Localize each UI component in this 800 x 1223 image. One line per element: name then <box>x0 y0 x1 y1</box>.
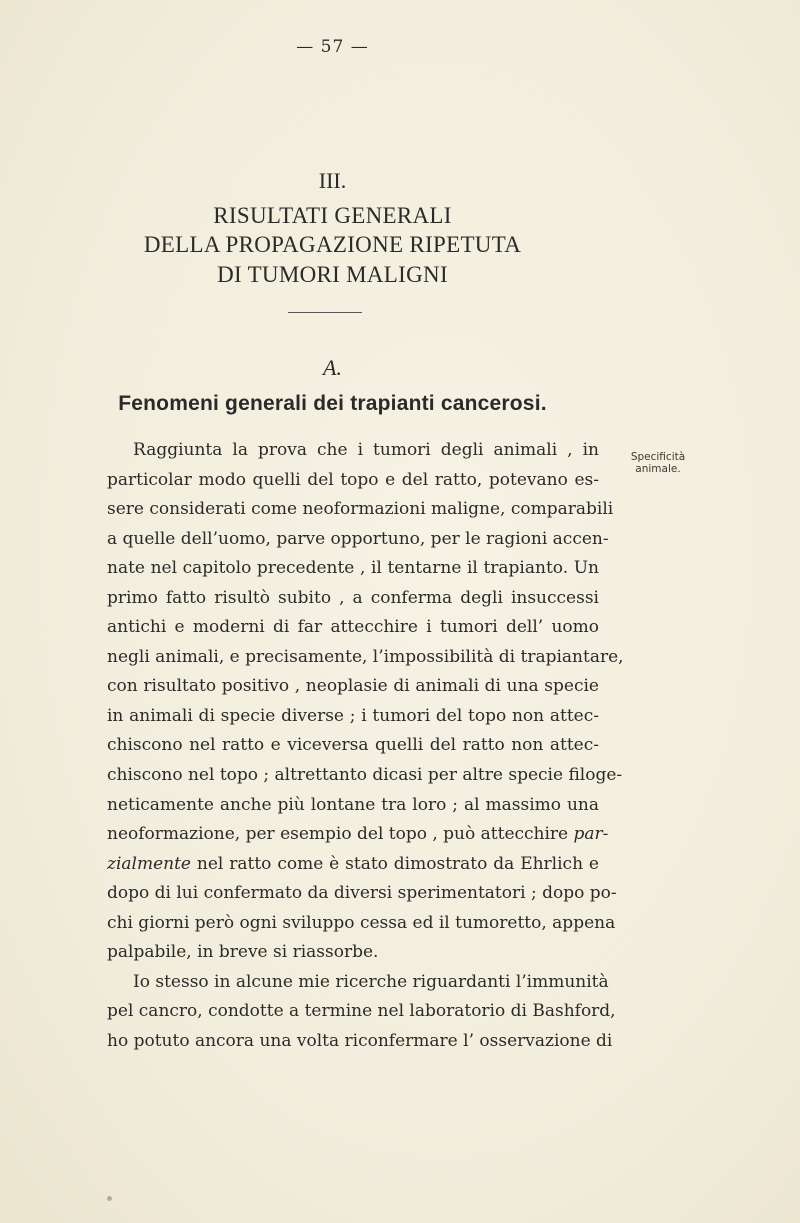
margin-note-line-2: animale. <box>635 463 681 475</box>
chapter-title-line-2: DELLA PROPAGAZIONE RIPETUTA <box>143 232 522 257</box>
text-line: nate nel capitolo precedente , il tentarne il trapianto. Un <box>107 558 599 579</box>
text-line: negli animali, e precisamente, l’impossibilità di trapiantare, <box>107 646 624 667</box>
text-line: palpabile, in breve si riassorbe. <box>107 942 379 963</box>
text-line: Raggiunta la prova che i tumori degli animali , in <box>133 440 599 460</box>
text-line: sere considerati come neoformazioni maligne, comparabili <box>107 499 614 520</box>
text-line: chi giorni però ogni sviluppo cessa ed il tumoretto, appena <box>107 912 616 933</box>
text-line: chiscono nel topo ; altrettanto dicasi per altre specie filoge- <box>107 765 623 786</box>
italic-word: zialmente <box>107 853 191 874</box>
text-line: in animali di specie diverse ; i tumori del topo non attec- <box>107 705 599 726</box>
italic-word: par- <box>573 824 609 845</box>
text-line: dopo di lui confermato da diversi sperimentatori ; dopo po- <box>107 883 617 904</box>
title-divider <box>288 312 362 313</box>
chapter-title-line-3: DI TUMORI MALIGNI <box>217 262 448 287</box>
text-line-with-italic <box>107 850 599 880</box>
margin-note-line-1: Specificità <box>630 451 686 463</box>
text-line: a quelle dell’uomo, parve opportuno, per le ragioni accen- <box>107 528 609 549</box>
text-line: con risultato positivo , neoplasie di animali di una specie <box>107 676 599 697</box>
text-segment: neoformazione, per esempio del topo , può attecchire <box>107 824 569 845</box>
text-segment: nel ratto come è stato dimostrato da Ehrlich e <box>191 853 599 874</box>
text-line: neticamente anche più lontane tra loro ; al massimo una <box>107 794 599 815</box>
text-line: antichi e moderni di far attecchire i tumori dell’ uomo <box>107 617 599 638</box>
paper-speck <box>107 1196 112 1201</box>
chapter-title-line-1: RISULTATI GENERALI <box>213 203 452 228</box>
text-line: particolar modo quelli del topo e del ratto, potevano es- <box>107 469 599 490</box>
section-letter: A. <box>323 355 342 380</box>
page-number: — 57 — <box>296 37 369 57</box>
text-line: primo fatto risultò subito , a conferma degli insuccessi <box>107 587 599 608</box>
text-line-with-italic <box>107 820 609 850</box>
text-line: ho potuto ancora una volta riconfermare l’ osservazione di <box>107 1030 613 1051</box>
margin-note <box>618 451 698 475</box>
text-line: chiscono nel ratto e viceversa quelli del ratto non attec- <box>107 735 599 756</box>
text-line: Io stesso in alcune mie ricerche riguardanti l’immunità <box>133 971 609 992</box>
chapter-number: III. <box>318 168 347 193</box>
body-text <box>107 436 624 1056</box>
text-line: pel cancro, condotte a termine nel laboratorio di Bashford, <box>107 1001 616 1022</box>
section-title: Fenomeni generali dei trapianti cancerosi. <box>118 392 547 415</box>
